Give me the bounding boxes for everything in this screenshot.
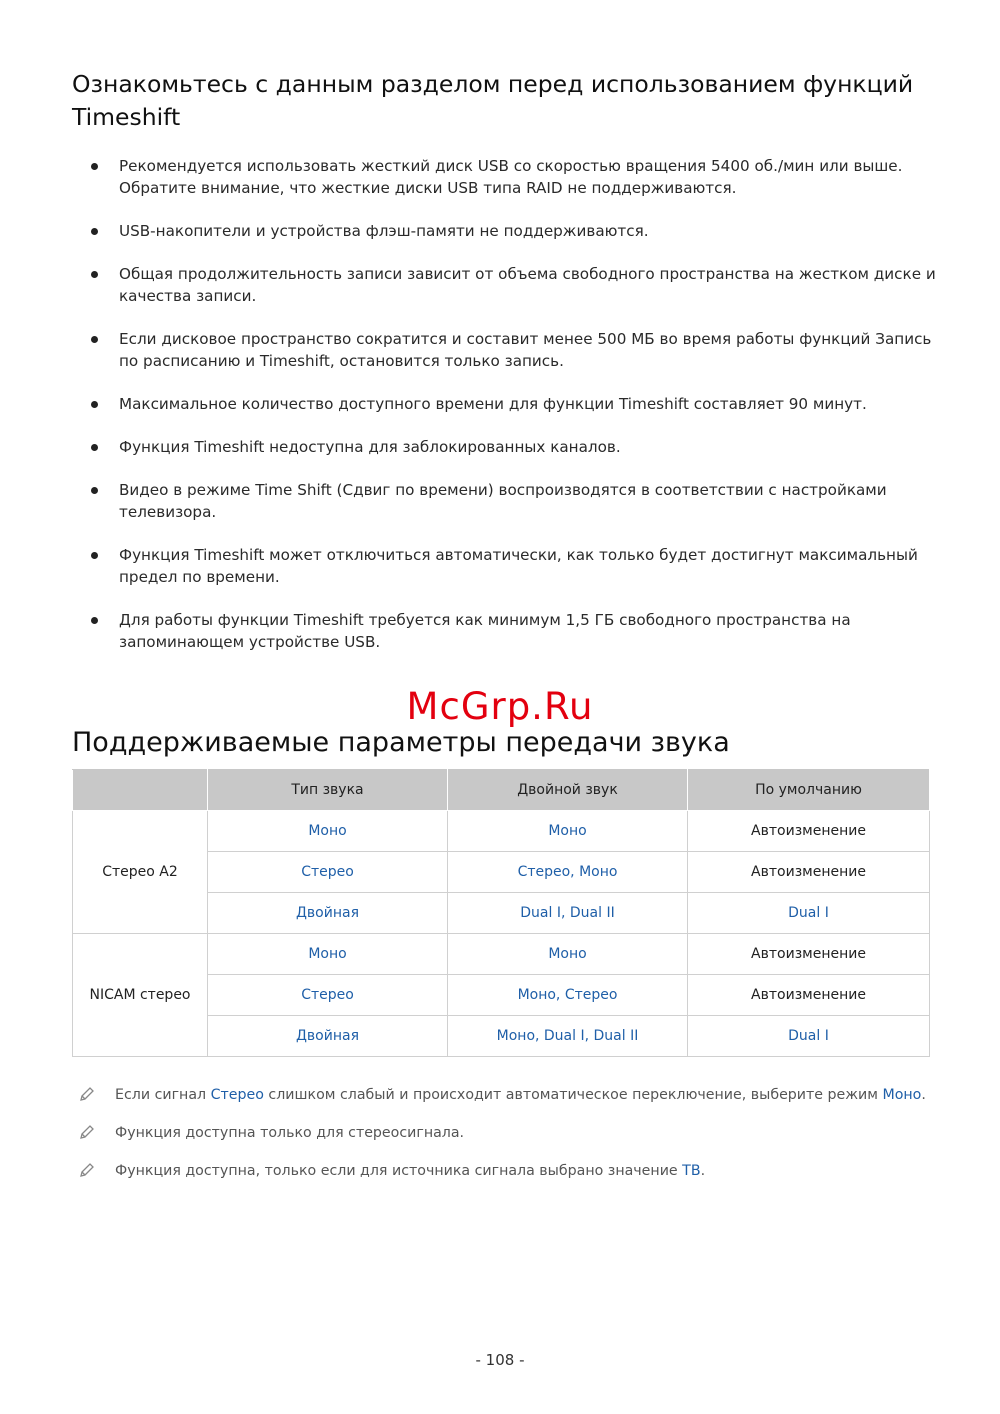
table-cell: Dual I (688, 893, 930, 934)
note-item: Если сигнал Стерео слишком слабый и происходит автоматическое переключение, выберите режим Моно. (78, 1085, 938, 1105)
table-row (73, 934, 930, 975)
watermark: McGrp.Ru (406, 685, 594, 728)
bullet-icon (91, 401, 98, 408)
table-cell: Моно (208, 934, 448, 975)
table-cell: Стерео (208, 852, 448, 893)
bullet-icon (91, 228, 98, 235)
bullet-icon (91, 163, 98, 170)
table-cell: Dual I (688, 1016, 930, 1057)
notes-list (78, 1085, 938, 1199)
bullet-icon (91, 271, 98, 278)
table-cell: Автоизменение (688, 975, 930, 1016)
table-cell: Автоизменение (688, 852, 930, 893)
section-title: Ознакомьтесь с данным разделом перед использованием функций Timeshift (72, 70, 914, 131)
timeshift-notes-list (72, 155, 942, 674)
audio-options-table (72, 769, 930, 1057)
term-stereo: Стерео (210, 1087, 264, 1103)
list-item: Для работы функции Timeshift требуется как минимум 1,5 ГБ свободного пространства на запоминающем устройстве USB. (72, 609, 942, 653)
table-cell: Моно (448, 934, 688, 975)
table-cell: Двойная (208, 1016, 448, 1057)
table-cell: Автоизменение (688, 934, 930, 975)
bullet-icon (91, 336, 98, 343)
table-header-cell (73, 770, 208, 811)
bullet-icon (91, 444, 98, 451)
table-header-cell: Двойной звук (448, 770, 688, 811)
table-cell: Моно (208, 811, 448, 852)
list-item: Максимальное количество доступного времени для функции Timeshift составляет 90 минут. (72, 393, 942, 415)
pencil-icon (78, 1123, 96, 1141)
bullet-icon (91, 487, 98, 494)
table-cell: Автоизменение (688, 811, 930, 852)
table-group-label: NICAM стерео (73, 934, 208, 1057)
table-header-row (73, 770, 930, 811)
table-cell: Двойная (208, 893, 448, 934)
term-mono: Моно (882, 1087, 922, 1103)
table-group-label: Стерео А2 (73, 811, 208, 934)
table-row (73, 811, 930, 852)
bullet-icon (91, 552, 98, 559)
pencil-icon (78, 1085, 96, 1103)
list-item: Если дисковое пространство сократится и составит менее 500 МБ во время работы функций Запись по расписанию и Timeshift, остановится только запись. (72, 328, 942, 372)
table-cell: Стерео, Моно (448, 852, 688, 893)
list-item: Рекомендуется использовать жесткий диск USB со скоростью вращения 5400 об./мин или выше. Обратите внимание, что жесткие диски USB типа RAID не поддерживаются. (72, 155, 942, 199)
table-cell: Моно, Стерео (448, 975, 688, 1016)
table-header-cell: Тип звука (208, 770, 448, 811)
note-item: Функция доступна только для стереосигнала. (78, 1123, 938, 1143)
list-item: Общая продолжительность записи зависит от объема свободного пространства на жестком диске и качества записи. (72, 263, 942, 307)
list-item: USB-накопители и устройства флэш-памяти не поддерживаются. (72, 220, 942, 242)
note-item: Функция доступна, только если для источника сигнала выбрано значение ТВ. (78, 1161, 938, 1181)
table-header-cell: По умолчанию (688, 770, 930, 811)
page-title: Поддерживаемые параметры передачи звука (72, 727, 730, 758)
list-item: Функция Timeshift может отключиться автоматически, как только будет достигнут максимальный предел по времени. (72, 544, 942, 588)
page-number: - 108 - (475, 1351, 525, 1369)
table-cell: Моно (448, 811, 688, 852)
list-item: Функция Timeshift недоступна для заблокированных каналов. (72, 436, 942, 458)
table-cell: Стерео (208, 975, 448, 1016)
pencil-icon (78, 1161, 96, 1179)
term-tv: ТВ (682, 1163, 701, 1179)
table-cell: Моно, Dual I, Dual II (448, 1016, 688, 1057)
bullet-icon (91, 617, 98, 624)
list-item: Видео в режиме Time Shift (Сдвиг по времени) воспроизводятся в соответствии с настройками телевизора. (72, 479, 942, 523)
table-cell: Dual I, Dual II (448, 893, 688, 934)
